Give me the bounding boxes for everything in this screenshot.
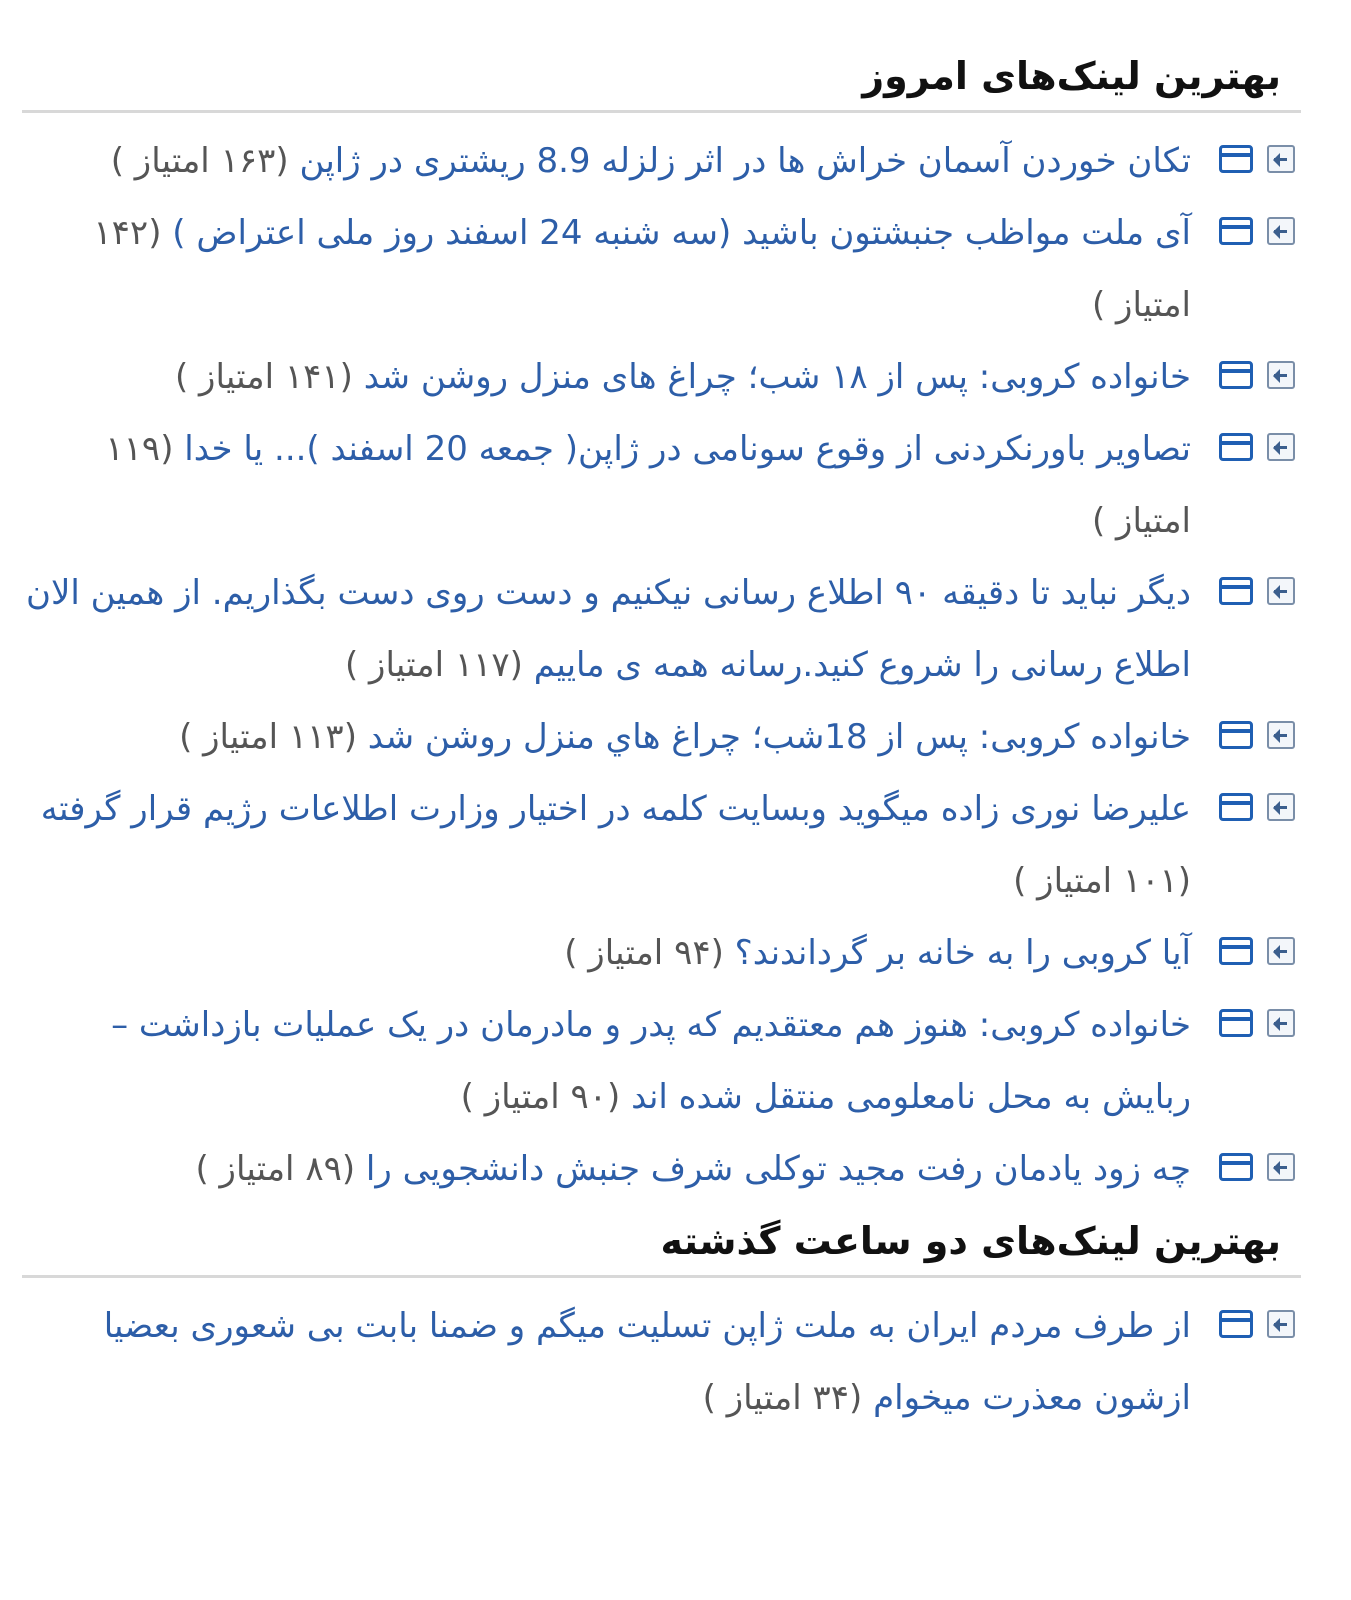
score-label: (۱۱۳ امتیاز ) <box>179 717 357 757</box>
item-icons <box>1201 433 1301 467</box>
list-item <box>22 1133 1301 1205</box>
open-window-icon[interactable] <box>1219 793 1253 821</box>
open-window-icon[interactable] <box>1219 937 1253 965</box>
link-title[interactable]: تصاویر باورنکردنی از وقوع سونامی در ژاپن( جمعه 20 اسفند )... یا خدا <box>184 429 1191 469</box>
item-icons <box>1201 145 1301 179</box>
score-label: (۹۴ امتیاز ) <box>564 933 724 973</box>
expand-icon[interactable] <box>1267 793 1295 821</box>
link-title[interactable]: خانواده کروبی: پس از 18شب؛ چراغ هاي منزل روشن شد <box>367 717 1191 757</box>
link-title[interactable]: تکان خوردن آسمان خراش ها در اثر زلزله 8.9 ریشتری در ژاپن <box>299 141 1191 181</box>
expand-icon[interactable] <box>1267 433 1295 461</box>
expand-icon[interactable] <box>1267 577 1295 605</box>
item-icons <box>1201 721 1301 755</box>
list-item <box>22 773 1301 917</box>
open-window-icon[interactable] <box>1219 145 1253 173</box>
open-window-icon[interactable] <box>1219 433 1253 461</box>
expand-icon[interactable] <box>1267 937 1295 965</box>
list-item <box>22 917 1301 989</box>
score-label: (۳۴ امتیاز ) <box>702 1378 863 1418</box>
link-list <box>22 125 1301 1205</box>
score-label: (۸۹ امتیاز ) <box>195 1149 356 1189</box>
link-title[interactable]: خانواده کروبی: هنوز هم معتقدیم که پدر و مادرمان در یک عملیات بازداشت – ربایش به محل نامعلومی منتقل شده اند <box>111 1005 1191 1117</box>
expand-icon[interactable] <box>1267 145 1295 173</box>
list-item <box>22 197 1301 341</box>
open-window-icon[interactable] <box>1219 721 1253 749</box>
score-label: (۹۰ امتیاز ) <box>460 1077 621 1117</box>
list-item <box>22 341 1301 413</box>
score-label: (۱۰۱ امتیاز ) <box>1013 861 1191 901</box>
score-label: (۱۶۳ امتیاز ) <box>110 141 289 181</box>
open-window-icon[interactable] <box>1219 1153 1253 1181</box>
list-item <box>22 125 1301 197</box>
link-title[interactable]: از طرف مردم ایران به ملت ژاپن تسلیت میگم و ضمنا بابت بی شعوری بعضیا ازشون معذرت میخوام <box>103 1306 1191 1418</box>
list-item <box>22 701 1301 773</box>
section-top-two-hours <box>22 1205 1301 1434</box>
expand-icon[interactable] <box>1267 1009 1295 1037</box>
item-icons <box>1201 1009 1301 1043</box>
list-item <box>22 1290 1301 1434</box>
expand-icon[interactable] <box>1267 217 1295 245</box>
item-icons <box>1201 793 1301 827</box>
item-icons <box>1201 361 1301 395</box>
open-window-icon[interactable] <box>1219 361 1253 389</box>
item-icons <box>1201 937 1301 971</box>
item-icons <box>1201 1310 1301 1344</box>
expand-icon[interactable] <box>1267 1310 1295 1338</box>
section-title: بهترین لینک‌های امروز <box>862 54 1281 98</box>
link-title[interactable]: آی ملت مواظب جنبشتون باشید (سه شنبه 24 اسفند روز ملی اعتراض ) <box>172 213 1191 253</box>
open-window-icon[interactable] <box>1219 1310 1253 1338</box>
section-divider <box>22 110 1301 113</box>
item-icons <box>1201 217 1301 251</box>
score-label: (۱۴۱ امتیاز ) <box>174 357 353 397</box>
expand-icon[interactable] <box>1267 1153 1295 1181</box>
section-title: بهترین لینک‌های دو ساعت گذشته <box>660 1219 1281 1263</box>
list-item <box>22 557 1301 701</box>
link-title[interactable]: آیا کروبی را به خانه بر گرداندند؟ <box>734 933 1191 973</box>
link-title[interactable]: خانواده کروبی: پس از ۱۸ شب؛ چراغ های منزل روشن شد <box>363 357 1191 397</box>
list-item <box>22 989 1301 1133</box>
list-item <box>22 413 1301 557</box>
expand-icon[interactable] <box>1267 721 1295 749</box>
link-title[interactable]: علیرضا نوری زاده میگوید وبسایت کلمه در اختیار وزارت اطلاعات رژیم قرار گرفته <box>40 789 1191 829</box>
link-title[interactable]: چه زود یادمان رفت مجید توکلی شرف جنبش دانشجویی را <box>365 1149 1191 1189</box>
section-divider <box>22 1275 1301 1278</box>
section-top-today <box>22 0 1301 1205</box>
link-list <box>22 1290 1301 1434</box>
open-window-icon[interactable] <box>1219 577 1253 605</box>
expand-icon[interactable] <box>1267 361 1295 389</box>
open-window-icon[interactable] <box>1219 1009 1253 1037</box>
score-label: (۱۴۲ امتیاز ) <box>93 213 1191 325</box>
score-label: (۱۱۹ امتیاز ) <box>105 429 1191 541</box>
item-icons <box>1201 1153 1301 1187</box>
link-title[interactable]: دیگر نباید تا دقیقه ۹۰ اطلاع رسانی نیکنیم و دست روی دست بگذاریم. از همین الان اطلاع رسانی را شروع کنید.رسانه همه ی ماییم <box>25 573 1191 685</box>
open-window-icon[interactable] <box>1219 217 1253 245</box>
score-label: (۱۱۷ امتیاز ) <box>344 645 523 685</box>
item-icons <box>1201 577 1301 611</box>
